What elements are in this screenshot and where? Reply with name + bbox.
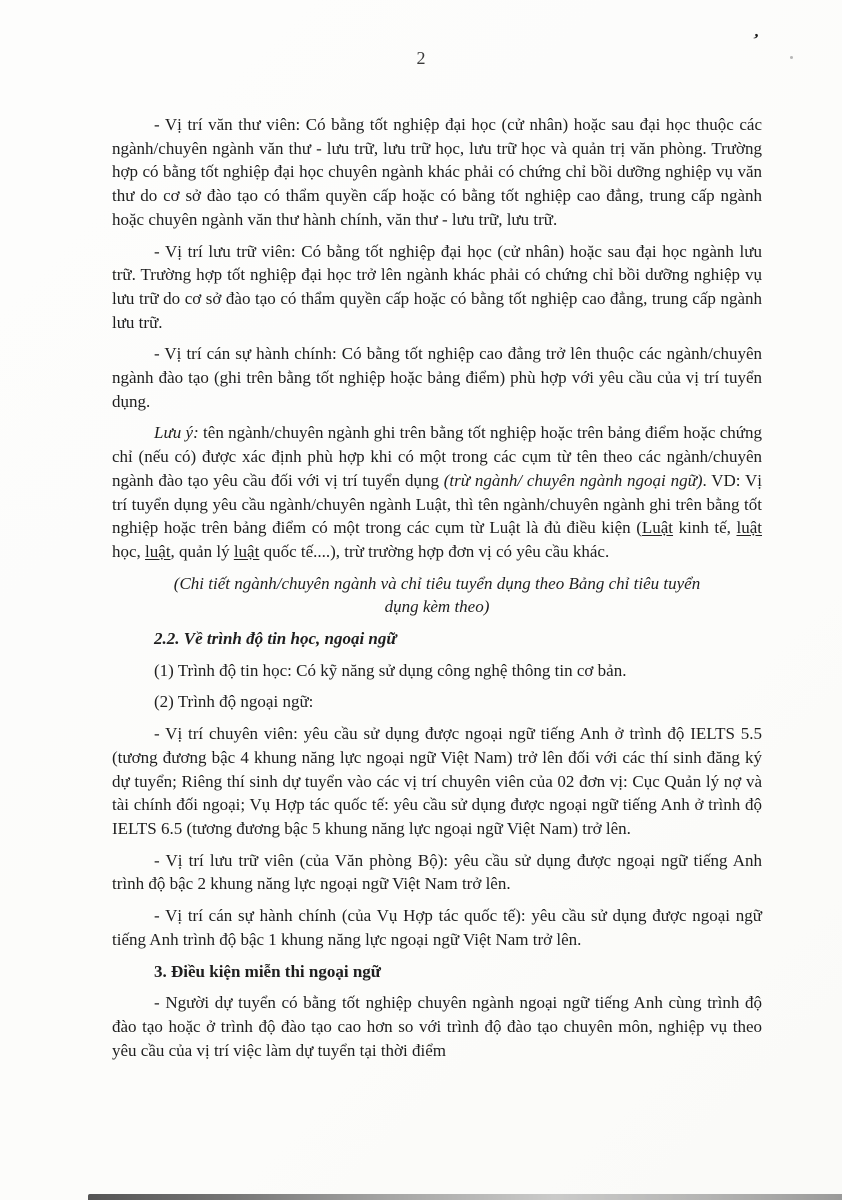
heading-2-2-trinh-do-tin-hoc-ngoai-ngu: 2.2. Về trình độ tin học, ngoại ngữ — [154, 629, 397, 649]
para-nguoi-du-tuyen: - Người dự tuyển có bằng tốt nghiệp chuyên ngành ngoại ngữ tiếng Anh cùng trình độ đào tạo hoặc ở trình độ đào tạo cao hơn so với trình độ đào tạo chuyên môn, nghiệp vụ theo yêu cầu của vị trí việc làm dự tuyển tại thời điểm — [112, 993, 762, 1060]
para-trinh-do-tin-hoc: (1) Trình độ tin học: Có kỹ năng sử dụng công nghệ thông tin cơ bản. — [154, 660, 627, 680]
scan-corner-mark: ’ — [749, 29, 761, 50]
para-vi-tri-can-su-hanh-chinh: - Vị trí cán sự hành chính: Có bằng tốt nghiệp cao đẳng trở lên thuộc các ngành/chuyên ngành đào tạo (ghi trên bằng tốt nghiệp hoặc bảng điểm) phù hợp với yêu cầu của vị trí tuyển dụng. — [112, 344, 762, 411]
para-vi-tri-luu-tru-vien-ngoai-ngu: - Vị trí lưu trữ viên (của Văn phòng Bộ): yêu cầu sử dụng được ngoại ngữ tiếng Anh trình độ bậc 2 khung năng lực ngoại ngữ Việt Nam trở lên. — [112, 850, 762, 894]
scan-edge-artifact — [88, 1194, 842, 1200]
para-vi-tri-chuyen-vien-ngoai-ngu: - Vị trí chuyên viên: yêu cầu sử dụng được ngoại ngữ tiếng Anh ở trình độ IELTS 5.5 (tương đương bậc 4 khung năng lực ngoại ngữ Việt Nam) trở lên đối với các thí sinh đăng ký dự tuyển; Riêng thí sinh dự tuyển vào các vị trí chuyên viên của 02 đơn vị: Cục Quản lý nợ và tài chính đối ngoại; Vụ Hợp tác quốc tế: yêu cầu sử dụng được ngoại ngữ tiếng Anh ở trình độ IELTS 6.5 (tương đương bậc 5 khung năng lực ngoại ngữ Việt Nam) trở lên. — [112, 724, 762, 838]
para-trinh-do-ngoai-ngu: (2) Trình độ ngoại ngữ: — [154, 692, 314, 712]
scan-speckle — [790, 56, 793, 59]
para-vi-tri-van-thu-vien: - Vị trí văn thư viên: Có bằng tốt nghiệp đại học (cử nhân) hoặc sau đại học thuộc các ngành/chuyên ngành văn thư - lưu trữ, lưu trữ học, lưu trữ học và quản trị văn phòng. Trường hợp có bằng tốt nghiệp đại học chuyên ngành khác phải có chứng chỉ bồi dưỡng nghiệp vụ văn thư do cơ sở đào tạo có thẩm quyền cấp hoặc có bằng tốt nghiệp cao đẳng, trung cấp ngành hoặc chuyên ngành văn thư hành chính, văn thư - lưu trữ, lưu trữ. — [112, 115, 762, 229]
page-number: 2 — [416, 48, 426, 68]
heading-3-dieu-kien-mien-thi-ngoai-ngu: 3. Điều kiện miễn thi ngoại ngữ — [154, 961, 381, 981]
note-chi-tieu-tuyen-dung: (Chi tiết ngành/chuyên ngành và chỉ tiêu tuyển dụng theo Bảng chỉ tiêu tuyển dụng kèm theo) — [173, 573, 701, 617]
para-vi-tri-luu-tru-vien: - Vị trí lưu trữ viên: Có bằng tốt nghiệp đại học (cử nhân) hoặc sau đại học ngành lưu trữ. Trường hợp tốt nghiệp đại học trở lên ngành khác phải có chứng chỉ bồi dưỡng nghiệp vụ lưu trữ do cơ sở đào tạo có thẩm quyền cấp hoặc có bằng tốt nghiệp cao đẳng, trung cấp ngành lưu trữ. — [112, 241, 762, 332]
document-body — [0, 113, 842, 1062]
para-vi-tri-can-su-ngoai-ngu: - Vị trí cán sự hành chính (của Vụ Hợp tác quốc tế): yêu cầu sử dụng được ngoại ngữ tiếng Anh trình độ bậc 1 khung năng lực ngoại ngữ Việt Nam trở lên. — [112, 906, 762, 949]
para-luu-y: Lưu ý: tên ngành/chuyên ngành ghi trên bằng tốt nghiệp hoặc trên bảng điểm hoặc chứng chỉ (nếu có) được xác định phù hợp khi có một trong các cụm từ tên theo các ngành/chuyên ngành đào tạo yêu cầu đối với vị trí tuyển dụng (trừ ngành/ chuyên ngành ngoại ngữ). VD: Vị trí tuyển dụng yêu cầu ngành/chuyên ngành Luật, thì tên ngành/chuyên ngành ghi trên bằng tốt nghiệp hoặc trên bảng điểm có một trong các cụm từ Luật là đủ điều kiện (Luật kinh tế, luật học, luật, quản lý luật quốc tế....), trừ trường hợp đơn vị có yêu cầu khác. — [112, 423, 763, 561]
